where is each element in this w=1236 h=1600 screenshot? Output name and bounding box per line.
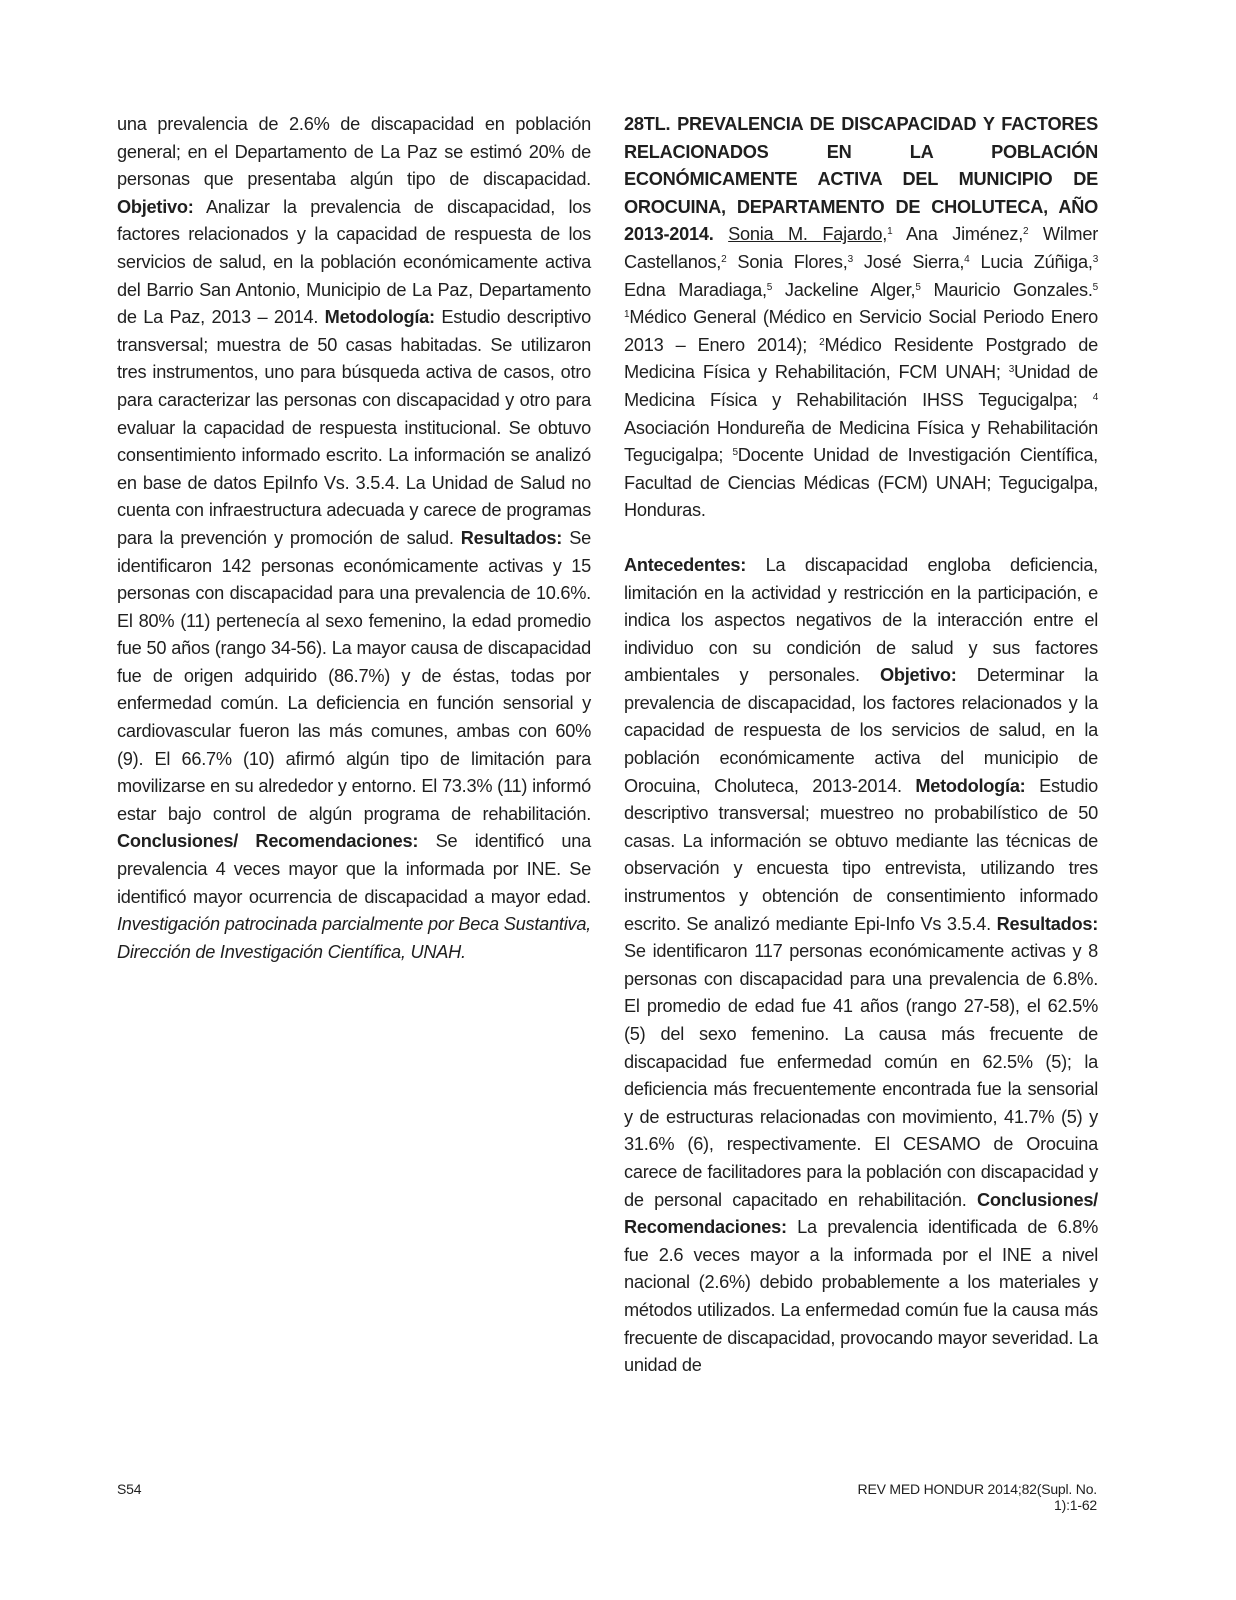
left-results-label: Resultados: [460,527,563,548]
author-name: Jackeline Alger, [772,279,916,300]
affiliation-list [624,307,1098,520]
author-sup: 5 [915,281,921,293]
right-objective-text: Determinar la prevalencia de discapacidad, los factores relacionados y la capacidad de respuesta de los servicios de salud, en la población económicamente activa del municipio de Orocuina, Choluteca, 2013-2014. [624,665,1098,796]
right-abstract-body [624,552,1098,1380]
author-name: José Sierra, [852,251,965,272]
affiliation-sup: 1 [624,309,630,321]
right-results-text: Se identificaron 117 personas económicamente activas y 8 personas con discapacidad para una prevalencia de 6.8%. El promedio de edad fue 41 años (rango 27-58), el 62.5% (5) del sexo femenino. La causa más frecuente de discapacidad fue enfermedad común en 62.5% (5); la deficiencia más frecuentemente encontrada fue la sensorial y de estructuras relacionadas con movimiento, 41.7% (5) y 31.6% (6), respectivamente. El CESAMO de Orocuina carece de facilitadores para la población con discapacidad y de personal capacitado en rehabilitación. [624,941,1098,1210]
affiliation-text: Médico General (Médico en Servicio Social Periodo Enero 2013 – Enero 2014); [624,307,1098,355]
author-sup: 2 [721,253,727,265]
author-name: Mauricio Gonzales. [920,279,1093,300]
affiliation-sup: 5 [732,447,738,459]
author-sup: 5 [1092,281,1098,293]
left-methodology-label: Metodología: [324,307,435,328]
page-number: S54 [117,1481,142,1497]
left-objective-text: Analizar la prevalencia de discapacidad, los factores relacionados y la capacidad de respuesta de los servicios de salud, en la población económicamente activa del Barrio San Antonio, Municipio de La Paz, Departamento de La Paz, 2013 – 2014. [117,196,591,328]
left-conclusions-text: Se identificó una prevalencia 4 veces mayor que la informada por INE. Se identificó mayor ocurrencia de discapacidad a mayor edad. [117,831,591,907]
affiliation-text: Médico Residente Postgrado de Medicina Física y Rehabilitación, FCM UNAH; [624,334,1099,383]
abstract-title: 28TL. PREVALENCIA DE DISCAPACIDAD Y FACTORES RELACIONADOS EN LA POBLACIÓN ECONÓMICAMENTE ACTIVA DEL MUNICIPIO DE OROCUINA, DEPARTAMENTO DE CHOLUTECA, AÑO 2013-2014. [624,114,1098,245]
left-funding-note: Investigación patrocinada parcialmente por Beca Sustantiva, Dirección de Investigación Científica, UNAH. [117,914,591,962]
author-name: Lucia Zúñiga, [969,251,1093,272]
left-conclusions-label: Conclusiones/ Recomendaciones: [117,831,419,852]
left-abstract-body [117,111,591,966]
author-sup: 2 [1023,226,1029,238]
author-sup: 3 [1092,253,1098,265]
left-objective-label: Objetivo: [117,196,194,217]
paragraph-gap [624,525,1098,552]
right-methodology-label: Metodología: [915,775,1026,796]
right-methodology-text: Estudio descriptivo transversal; muestreo no probabilístico de 50 casas. La información se obtuvo mediante las técnicas de observación y encuesta tipo entrevista, utilizando tres instrumentos y obtención de consentimiento informado escrito. Se analizó mediante Epi-Info Vs 3.5.4. [624,775,1098,934]
affiliation-sup: 2 [819,336,825,348]
left-methodology-text: Estudio descriptivo transversal; muestra de 50 casas habitadas. Se utilizaron tres instrumentos, uno para búsqueda activa de casos, otro para caracterizar las personas con discapacidad y otro para evaluar la capacidad de respuesta institucional. Se obtuvo consentimiento informado escrito. La información se analizó en base de datos EpiInfo Vs. 3.5.4. La Unidad de Salud no cuenta con infraestructura adecuada y carece de programas para la prevención y promoción de salud. [117,307,591,548]
affiliation-text: Docente Unidad de Investigación Científica, Facultad de Ciencias Médicas (FCM) UNAH; Tegucigalpa, Honduras. [624,445,1098,521]
author-name: Ana Jiménez, [892,224,1023,245]
right-results-label: Resultados: [996,913,1098,934]
left-results-text: Se identificaron 142 personas económicamente activas y 15 personas con discapacidad para una prevalencia de 10.6%. El 80% (11) pertenecía al sexo femenino, la edad promedio fue 50 años (rango 34-56). La mayor causa de discapacidad fue de origen adquirido (86.7%) y de éstas, todas por enfermedad común. La deficiencia en función sensorial y cardiovascular fueron las más comunes, ambas con 60% (9). El 66.7% (10) afirmó algún tipo de limitación para movilizarse en su alrededor y entorno. El 73.3% (11) informó estar bajo control de algún programa de rehabilitación. [117,527,591,824]
affiliation-text: Asociación Hondureña de Medicina Física y Rehabilitación Tegucigalpa; [624,417,1098,466]
affiliation-text: Unidad de Medicina Física y Rehabilitación IHSS Tegucigalpa; [624,362,1098,410]
journal-reference: REV MED HONDUR 2014;82(Supl. No. 1):1-62 [857,1481,1097,1513]
affiliation-sup: 3 [1008,364,1015,376]
author-sup: 3 [847,253,853,265]
author-name: Sonia M. Fajardo, [728,224,888,245]
abstract-header [624,111,1098,525]
right-column [624,111,1098,1380]
background-text: La discapacidad engloba deficiencia, limitación en la actividad y restricción en la participación, e indica los aspectos negativos de la interacción entre el individuo con su condición de salud y sus factores ambientales y personales. [624,554,1098,686]
author-name: Sonia Flores, [726,251,848,272]
author-sup: 5 [766,281,773,293]
left-column [117,111,591,966]
background-label: Antecedentes: [624,554,747,575]
right-conclusions-text: La prevalencia identificada de 6.8% fue 2.6 veces mayor a la informada por el INE a nivel nacional (2.6%) debido probablemente a los materiales y métodos utilizados. La enfermedad común fue la causa más frecuente de discapacidad, provocando mayor severidad. La unidad de [624,1217,1098,1376]
right-objective-label: Objetivo: [879,665,957,686]
author-name: Edna Maradiaga, [624,279,767,300]
affiliation-sup: 4 [1092,391,1098,403]
author-sup: 1 [887,226,893,238]
right-conclusions-label: Conclusiones/ Recomendaciones: [624,1189,1098,1238]
author-name: Wilmer Castellanos, [624,224,1098,272]
author-sup: 4 [964,253,970,265]
left-intro-text: una prevalencia de 2.6% de discapacidad en población general; en el Departamento de La Paz se estimó 20% de personas que presentaba algún tipo de discapacidad. [117,114,591,190]
